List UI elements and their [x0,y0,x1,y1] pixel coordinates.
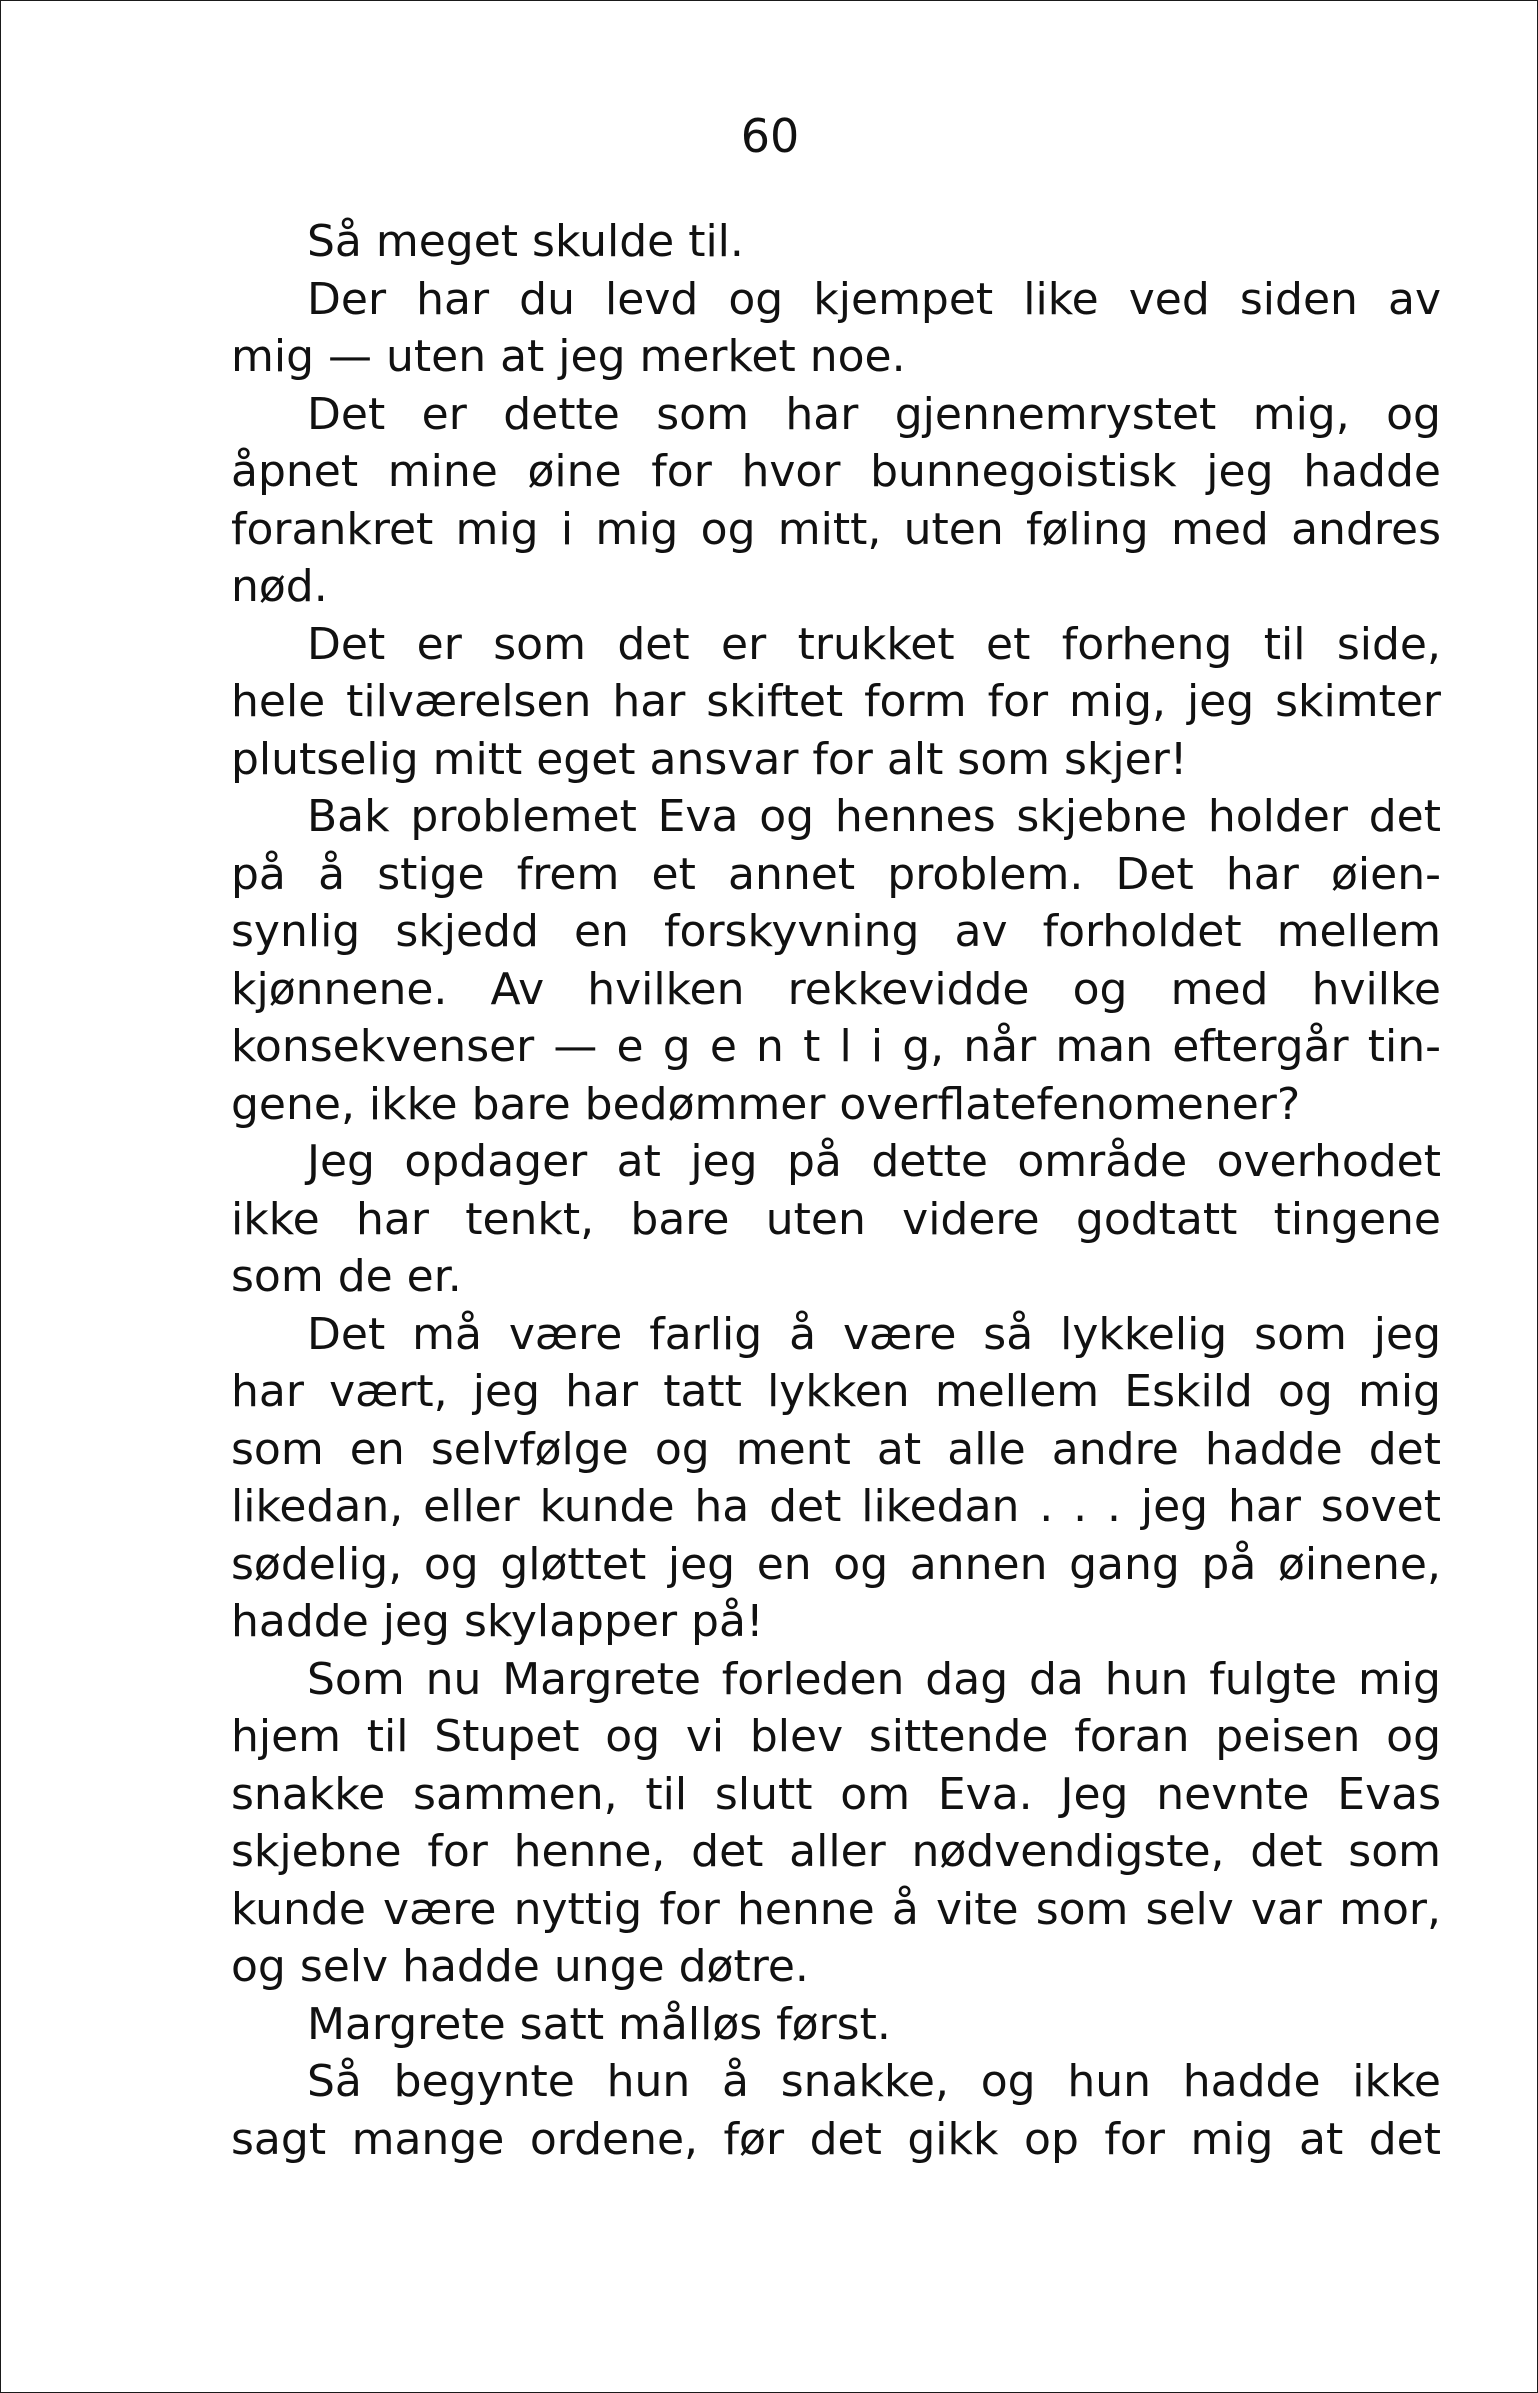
text-line: hele tilværelsen har skiftet form for mig, jeg skimter [231,676,1441,727]
text-line: synlig skjedd en forskyvning av forholdet mellem [231,906,1441,957]
text-line: Jeg opdager at jeg på dette område overhodet [307,1136,1441,1187]
text-line: sagt mange ordene, før det gikk op for mig at det [231,2113,1441,2165]
text-line: mig — uten at jeg merket noe. [231,331,906,382]
text-line: konsekvenser — e g e n t l i g, når man eftergår tin- [231,1021,1441,1072]
text-line: likedan, eller kunde ha det likedan . . . jeg har sovet [231,1481,1441,1532]
text-line: Bak problemet Eva og hennes skjebne holder det [307,791,1441,842]
text-line: snakke sammen, til slutt om Eva. Jeg nevnte Evas [231,1768,1441,1820]
text-line: Det må være farlig å være så lykkelig som jeg [307,1308,1441,1360]
text-line: gene, ikke bare bedømmer overflatefenomener? [231,1078,1301,1130]
text-line: har vært, jeg har tatt lykken mellem Eskild og mig [231,1366,1441,1417]
text-line: plutselig mitt eget ansvar for alt som skjer! [231,733,1188,785]
text-line: som de er. [231,1251,462,1302]
text-line: hadde jeg skylapper på! [231,1596,764,1647]
text-line: ikke har tenkt, bare uten videre godtatt tingene [231,1193,1441,1245]
text-line: nød. [231,561,328,612]
page-number: 60 [740,109,800,163]
text-line: Som nu Margrete forleden dag da hun fulgte mig [307,1653,1441,1705]
text-line: kjønnene. Av hvilken rekkevidde og med hvilke [231,963,1441,1015]
text-line: åpnet mine øine for hvor bunnegoistisk jeg hadde [231,446,1441,497]
text-line: sødelig, og gløttet jeg en og annen gang på øinene, [231,1538,1441,1590]
body-text [231,213,1441,2168]
text-line: Det er dette som har gjennemrystet mig, og [307,388,1441,440]
text-line: forankret mig i mig og mitt, uten føling med andres [231,503,1441,555]
text-line: som en selvfølge og ment at alle andre hadde det [231,1423,1441,1475]
text-line: på å stige frem et annet problem. Det har øien- [231,848,1441,900]
text-line: Så begynte hun å snakke, og hun hadde ikke [307,2056,1441,2107]
text-line: Det er som det er trukket et forheng til side, [307,618,1441,670]
text-line: Margrete satt målløs først. [307,1998,891,2050]
text-line: Der har du levd og kjempet like ved siden av [307,273,1441,325]
text-line: hjem til Stupet og vi blev sittende foran peisen og [231,1711,1441,1762]
text-line: skjebne for henne, det aller nødvendigste, det som [231,1826,1441,1877]
text-line: og selv hadde unge døtre. [231,1941,809,1992]
text-line: kunde være nyttig for henne å vite som selv var mor, [231,1883,1441,1935]
text-line: Så meget skulde til. [307,216,744,267]
